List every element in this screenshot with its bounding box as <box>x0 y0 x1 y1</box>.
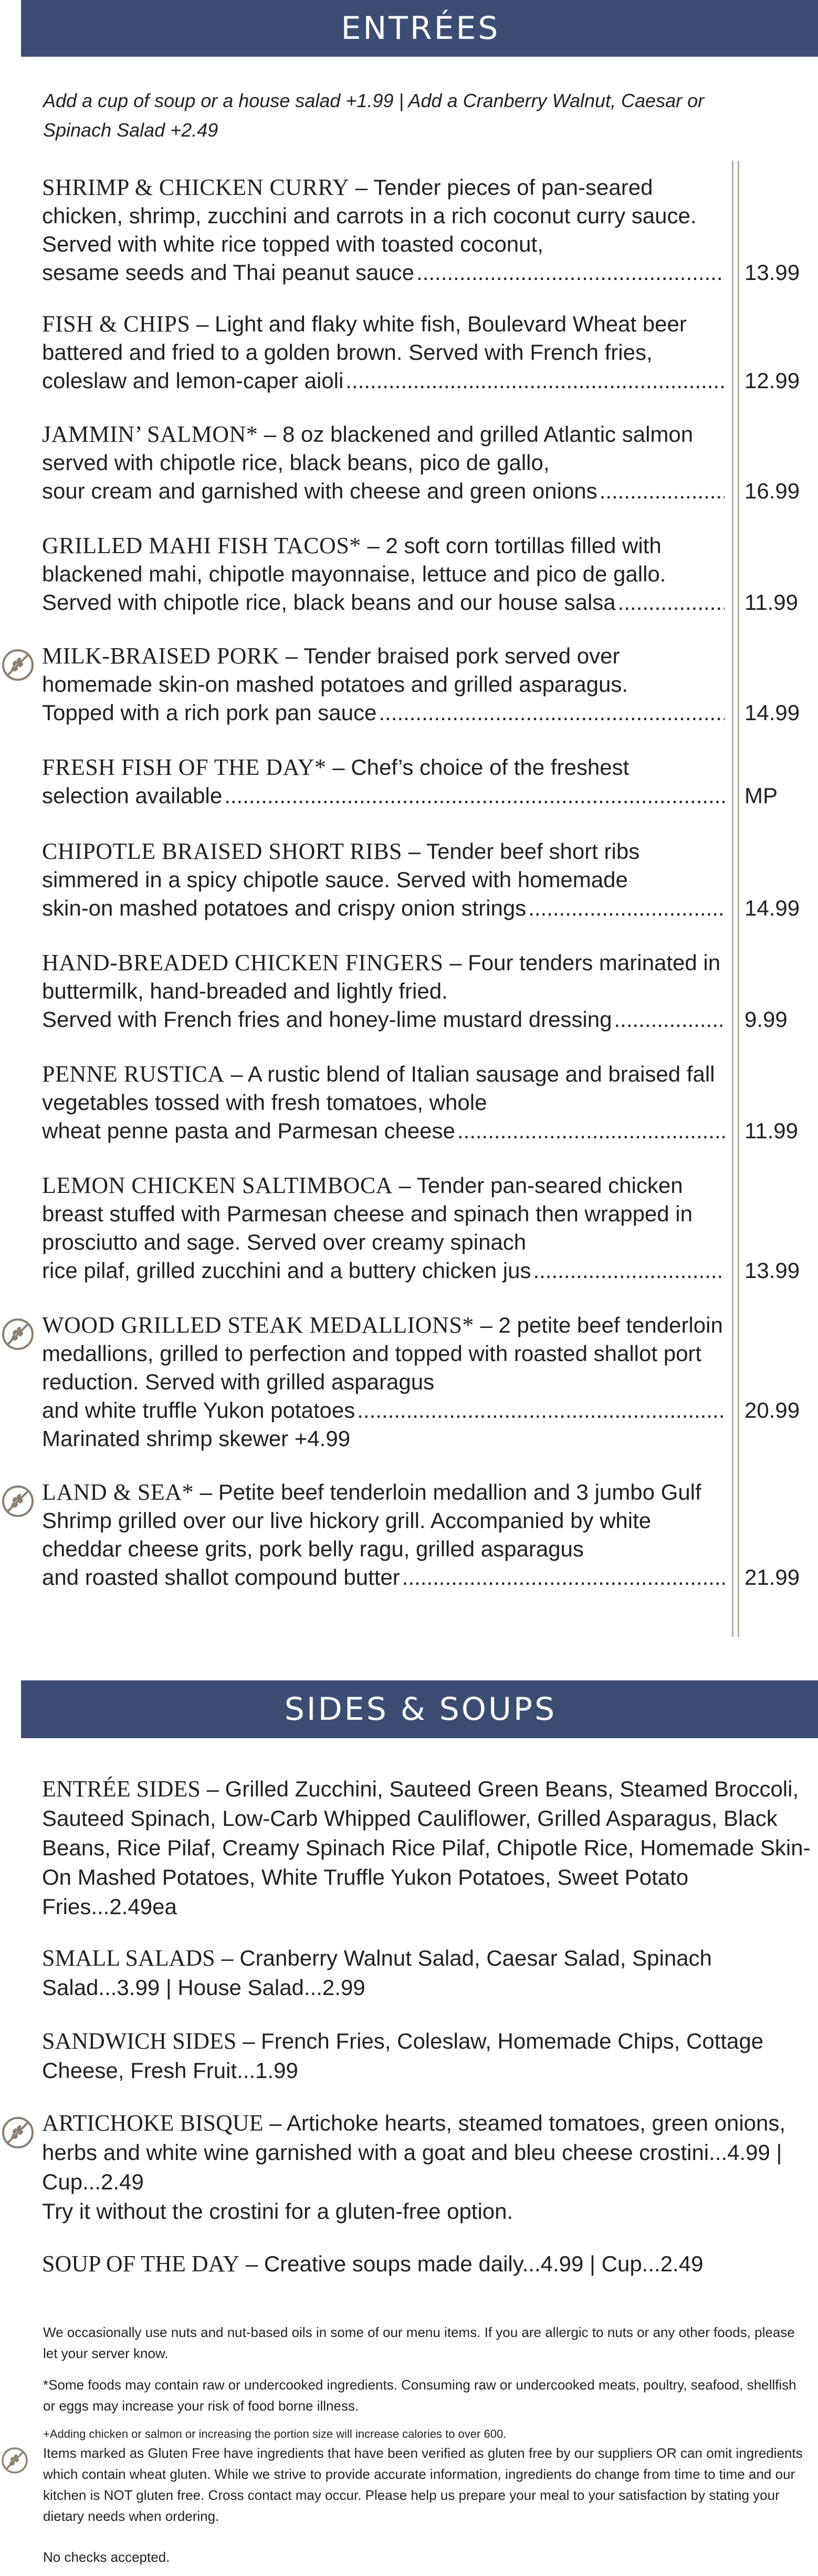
menu-item-name: LEMON CHICKEN SALTIMBOCA <box>42 1172 393 1198</box>
menu-item-name: FRESH FISH OF THE DAY* <box>42 754 327 780</box>
menu-item <box>42 837 725 922</box>
menu-item-description: – Tender pieces of pan-seared chicken, shrimp, zucchini and carrots in a rich coconut curry sauce. Served with white rice topped with toasted coconut, <box>42 175 697 256</box>
menu-item-description: – 8 oz blackened and grilled Atlantic salmon served with chipotle rice, black beans, pico de gallo, <box>42 422 694 475</box>
menu-item-description-end: and roasted shallot compound butter <box>42 1565 400 1590</box>
menu-item-price: 12.99 <box>744 368 800 393</box>
menu-item-description: – Tender beef short ribs simmered in a spicy chipotle sauce. Served with homemade <box>42 839 640 892</box>
menu-item <box>42 1060 725 1145</box>
gluten-free-icon <box>0 2115 36 2151</box>
menu-item-name: SHRIMP & CHICKEN CURRY <box>42 174 350 200</box>
menu-item <box>42 532 725 617</box>
menu-item-description: – Tender braised pork served over homemade skin-on mashed potatoes and grilled asparagus. <box>42 643 628 697</box>
leader-dots <box>224 782 725 810</box>
menu-item-description-end: Topped with a rich pork pan sauce <box>42 700 377 725</box>
side-item-text: – Artichoke hearts, steamed tomatoes, green onions, herbs and white wine garnished with a goat and bleu cheese crostini...4.99 | Cup...2.49 <box>42 2111 786 2194</box>
menu-item <box>42 420 725 505</box>
menu-item-description-end: wheat penne pasta and Parmesan cheese <box>42 1118 455 1143</box>
menu-item <box>42 949 725 1034</box>
menu-item-description: – Light and flaky white fish, Boulevard Wheat beer battered and fried to a golden brown. Served with French fries, <box>42 311 687 365</box>
menu-item-name: GRILLED MAHI FISH TACOS* <box>42 533 361 558</box>
menu-item-description: – Chef’s choice of the freshest <box>326 755 630 780</box>
leader-dots <box>618 588 725 617</box>
menu-item-name: CHIPOTLE BRAISED SHORT RIBS <box>42 838 403 864</box>
side-item-text: – Cranberry Walnut Salad, Caesar Salad, Spinach Salad...3.99 | House Salad...2.99 <box>42 1946 712 2000</box>
side-item-name: SANDWICH SIDES <box>42 2028 237 2054</box>
menu-item-description: – A rustic blend of Italian sausage and braised fall vegetables tossed with fresh tomatoes, whole <box>42 1062 715 1115</box>
side-item-text: – Grilled Zucchini, Sauteed Green Beans, Steamed Broccoli, Sauteed Spinach, Low-Carb Whipped Cauliflower, Grilled Asparagus, Black Beans, Rice Pilaf, Creamy Spinach Rice Pilaf, Chipotle Rice, Homemade Skin-On Mashed Potatoes, White Truffle Yukon Potatoes, Sweet Potato Fries...2.49ea <box>42 1777 811 1919</box>
menu-item-description-end: sesame seeds and Thai peanut sauce <box>42 260 415 285</box>
menu-item-description-end: Served with chipotle rice, black beans and our house salsa <box>42 590 616 615</box>
sides-soups-title: SIDES & SOUPS <box>284 1691 557 1728</box>
menu-item-description: – Petite beef tenderloin medallion and 3 jumbo Gulf Shrimp grilled over our live hickory grill. Accompanied by white cheddar cheese grits, pork belly ragu, grilled asparagus <box>42 1480 701 1561</box>
leader-dots <box>379 699 725 727</box>
menu-item-description-end: sour cream and garnished with cheese and green onions <box>42 479 597 503</box>
menu-item-description: – Tender pan-seared chicken breast stuffed with Parmesan cheese and spinach then wrapped in prosciutto and sage. Served over creamy spinach <box>42 1173 693 1254</box>
menu-item-price: 11.99 <box>744 1118 798 1143</box>
menu-item-price: 13.99 <box>744 260 800 285</box>
menu-item-description-end: and white truffle Yukon potatoes <box>42 1398 355 1422</box>
side-item <box>42 2108 814 2226</box>
menu-item-price: 20.99 <box>744 1398 800 1422</box>
menu-item-description-end: rice pilaf, grilled zucchini and a buttery chicken jus <box>42 1258 531 1283</box>
menu-item-description-end: selection available <box>42 783 223 808</box>
menu-item <box>42 1171 725 1285</box>
footnote-checks: No checks accepted. <box>43 2549 170 2565</box>
side-item-name: SMALL SALADS <box>42 1945 215 1971</box>
side-item-name: SOUP OF THE DAY <box>42 2251 240 2277</box>
side-item-text: – Creative soups made daily...4.99 | Cup...2.49 <box>239 2251 704 2276</box>
menu-item-price: MP <box>744 783 778 808</box>
menu-item-price: 9.99 <box>744 1007 788 1032</box>
side-item <box>42 2249 814 2279</box>
leader-dots <box>402 1563 725 1592</box>
gluten-free-icon <box>0 1483 36 1519</box>
menu-item-description-end: coleslaw and lemon-caper aioli <box>42 368 344 393</box>
menu-item-name: JAMMIN’ SALMON* <box>42 421 258 447</box>
menu-item-price: 13.99 <box>744 1258 800 1283</box>
menu-item-name: MILK-BRAISED PORK <box>42 643 280 669</box>
menu-item <box>42 173 725 287</box>
menu-item <box>42 310 725 395</box>
menu-item-price: 21.99 <box>744 1565 800 1590</box>
gluten-free-icon <box>0 2446 29 2475</box>
leader-dots <box>600 477 725 505</box>
menu-item <box>42 1478 725 1592</box>
leader-dots <box>457 1117 725 1145</box>
menu-item-description-end: skin-on mashed potatoes and crispy onion strings <box>42 896 527 920</box>
leader-dots <box>614 1005 725 1034</box>
side-item-text: – French Fries, Coleslaw, Homemade Chips, Cottage Cheese, Fresh Fruit...1.99 <box>42 2029 764 2083</box>
menu-item-name: FISH & CHIPS <box>42 311 191 337</box>
entrees-addon-note: Add a cup of soup or a house salad +1.99 | Add a Cranberry Walnut, Caesar or Spinach Salad +2.49 <box>43 90 705 141</box>
menu-item-description: – 2 petite beef tenderloin medallions, grilled to perfection and topped with roasted shallot port reduction. Served with grilled asparagus <box>42 1313 723 1394</box>
side-item <box>42 1944 814 2002</box>
footnote-nuts: We occasionally use nuts and nut-based oils in some of our menu items. If you are allergic to nuts or any other foods, please let your server know. <box>43 2324 795 2361</box>
footnote-gluten: Items marked as Gluten Free have ingredients that have been verified as gluten free by our suppliers OR can omit ingredients which contain wheat gluten. While we strive to provide accurate information, ingredients do change from time to time and our kitchen is NOT gluten free. Cross contact may occur. Please help us prepare your meal to your satisfaction by stating your dietary needs when ordering. <box>43 2445 803 2524</box>
menu-item-description: – Four tenders marinated in buttermilk, hand-breaded and lightly fried. <box>42 950 721 1003</box>
sides-soups-banner <box>21 1680 818 1738</box>
menu-item-addon: Marinated shrimp skewer +4.99 <box>42 1426 351 1451</box>
leader-dots <box>345 367 725 395</box>
side-item <box>42 1774 814 1921</box>
menu-item-description: – 2 soft corn tortillas filled with blackened mahi, chipotle mayonnaise, lettuce and pico de gallo. <box>42 533 666 586</box>
menu-item-price: 16.99 <box>744 479 800 503</box>
leader-dots <box>528 894 725 922</box>
menu-item-name: WOOD GRILLED STEAK MEDALLIONS* <box>42 1312 474 1338</box>
entrees-title: ENTRÉES <box>341 10 500 47</box>
gluten-free-icon <box>0 647 36 683</box>
side-item-name: ARTICHOKE BISQUE <box>42 2110 264 2136</box>
entrees-banner <box>21 0 818 57</box>
menu-item-name: HAND-BREADED CHICKEN FINGERS <box>42 950 444 975</box>
price-column-rule <box>732 161 739 1637</box>
menu-item <box>42 642 725 727</box>
menu-item-name: PENNE RUSTICA <box>42 1061 225 1087</box>
side-item-name: ENTRÉE SIDES <box>42 1776 201 1802</box>
menu-item-price: 14.99 <box>744 896 800 920</box>
footnote-calories: +Adding chicken or salmon or increasing the portion size will increase calories to over 600. <box>43 2427 507 2440</box>
menu-item <box>42 1311 725 1453</box>
leader-dots <box>416 258 725 287</box>
menu-item-description-end: Served with French fries and honey-lime mustard dressing <box>42 1007 612 1032</box>
leader-dots <box>533 1256 725 1285</box>
gluten-free-icon <box>0 1316 36 1352</box>
side-item-note: Try it without the crostini for a gluten-free option. <box>42 2199 513 2224</box>
side-item <box>42 2027 814 2085</box>
menu-item-price: 11.99 <box>744 590 798 615</box>
menu-item-name: LAND & SEA* <box>42 1479 194 1505</box>
leader-dots <box>357 1396 725 1425</box>
footnote-raw: *Some foods may contain raw or undercooked ingredients. Consuming raw or undercooked meats, poultry, seafood, shellfish or eggs may increase your risk of food borne illness. <box>43 2377 796 2414</box>
menu-item-price: 14.99 <box>744 700 800 725</box>
menu-item <box>42 753 725 810</box>
